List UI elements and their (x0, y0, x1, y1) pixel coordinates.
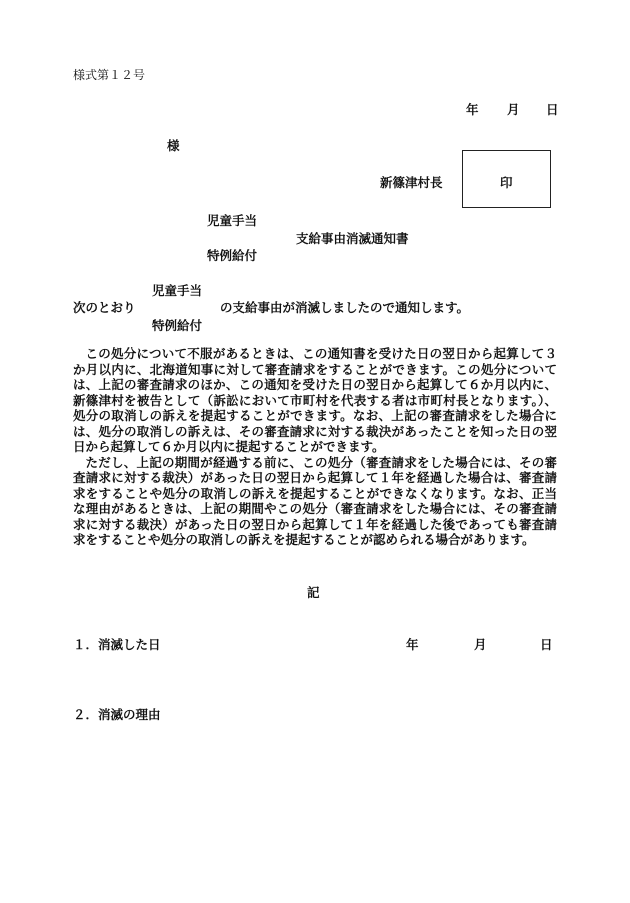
notice-allowance: 児童手当 (152, 283, 203, 298)
document-title: 支給事由消滅通知書 (296, 231, 409, 246)
item-date-month: 月 (474, 637, 487, 652)
title-allowance: 児童手当 (207, 213, 258, 228)
issuer-title: 新篠津村長 (380, 175, 443, 190)
ki-heading: 記 (307, 585, 320, 600)
item-date-year: 年 (406, 637, 419, 652)
notice-suffix: の支給事由が消滅しましたので通知します。 (220, 300, 470, 315)
notice-prefix: 次のとおり (73, 300, 136, 315)
title-special-benefit: 特例給付 (207, 248, 258, 263)
appeal-instructions (73, 346, 557, 548)
seal-label: 印 (500, 175, 513, 190)
item-extinction-date-label: １．消滅した日 (73, 637, 161, 652)
appeal-paragraph: この処分について不服があるときは、この通知書を受けた日の翌日から起算して３か月以内に、北海道知事に対して審査請求をすることができます。この処分については、上記の審査請求のほか、この通知を受けた日の翌日から起算して６か月以内に、新篠津村を被告として（訴訟において市町村を代表する者は市町村長となります。）、処分の取消しの訴えを提起することができます。なお、上記の審査請求をした場合には、処分の取消しの訴えは、その審査請求に対する裁決があったことを知った日の翌日から起算して６か月以内に提起することができます。 (73, 346, 557, 454)
date-day-label: 日 (546, 102, 559, 117)
date-year-label: 年 (466, 102, 479, 117)
item-extinction-reason-label: ２．消滅の理由 (73, 707, 161, 722)
addressee-suffix: 様 (167, 138, 180, 153)
date-month-label: 月 (507, 102, 520, 117)
notice-special-benefit: 特例給付 (152, 318, 203, 333)
form-number: 様式第１２号 (73, 68, 146, 82)
appeal-paragraph: ただし、上記の期間が経過する前に、この処分（審査請求をした場合には、その審査請求に対する裁決）があった日の翌日から起算して１年を経過した場合は、審査請求をすることや処分の取消しの訴えを提起することができなくなります。なお、正当な理由があるときは、上記の期間やこの処分（審査請求をした場合には、その審査請求に対する裁決）があった日の翌日から起算して１年を経過した後であっても審査請求をすることや処分の取消しの訴えを提起することが認められる場合があります。 (73, 454, 557, 547)
item-date-day: 日 (540, 637, 553, 652)
